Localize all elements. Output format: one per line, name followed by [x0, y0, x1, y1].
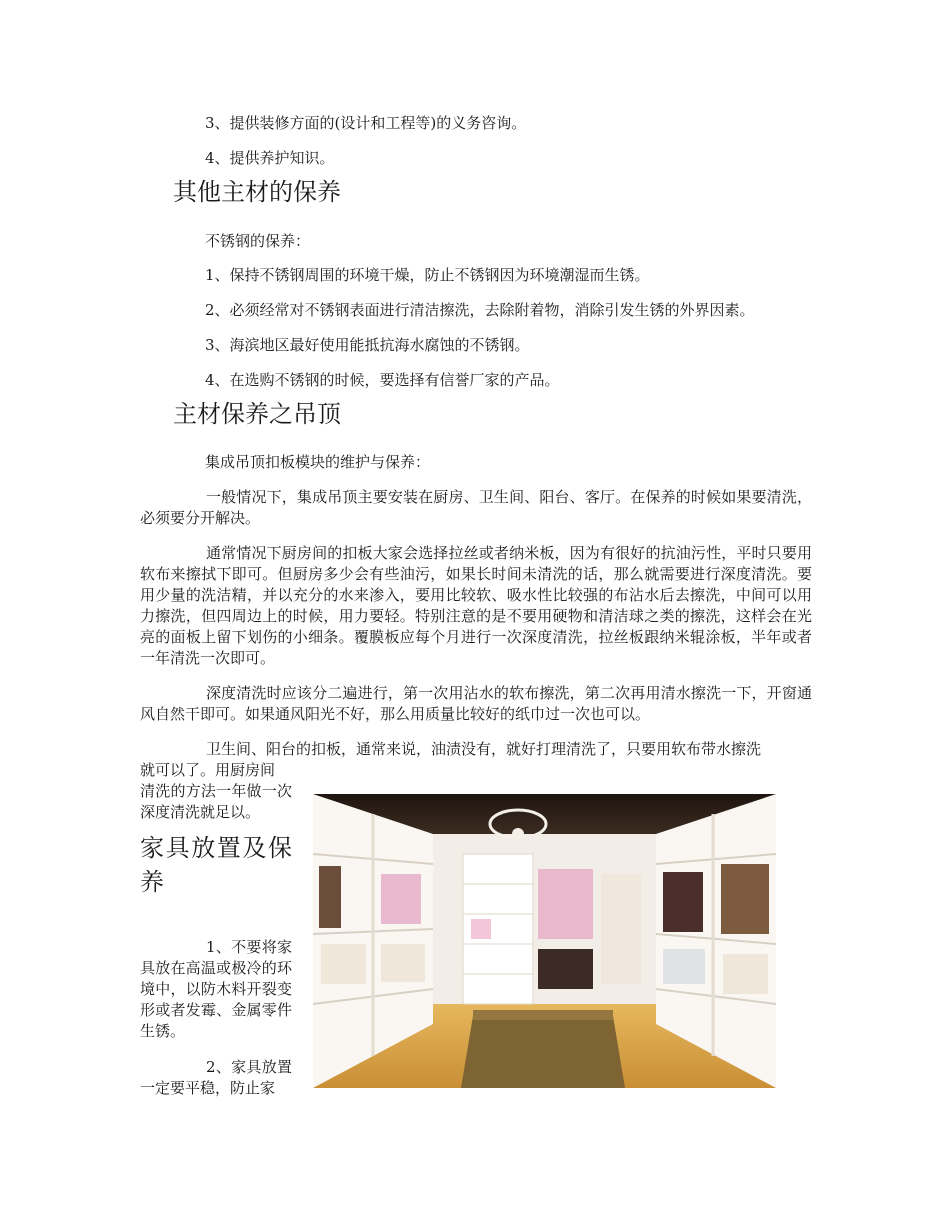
service-item-4: 4、提供养护知识。 — [205, 149, 335, 167]
section-heading-furniture: 家具放置及保养 — [140, 834, 292, 896]
ceiling-intro: 集成吊顶扣板模块的维护与保养： — [205, 453, 431, 471]
service-item-3: 3、提供装修方面的(设计和工程等)的义务咨询。 — [205, 114, 527, 132]
ceiling-paragraph-4: 卫生间、阳台的扣板，通常来说，油渍没有，就好打理清洗了，只要用软布带水擦洗 — [206, 740, 762, 758]
ceiling-paragraph-1: 一般情况下，集成吊顶主要安装在厨房、卫生间、阳台、客厅。在保养的时候如果要清洗，必须要分开解决。 — [140, 488, 812, 527]
stainless-item-1: 1、保持不锈钢周围的环境干燥，防止不锈钢因为环境潮湿而生锈。 — [205, 266, 650, 284]
furniture-item-2: 2、家具放置一定要平稳，防止家 — [140, 1058, 292, 1097]
section-heading-other-materials: 其他主材的保养 — [173, 178, 341, 206]
stainless-item-4: 4、在选购不锈钢的时候，要选择有信誉厂家的产品。 — [205, 371, 560, 389]
ceiling-paragraph-2: 通常情况下厨房间的扣板大家会选择拉丝或者纳米板，因为有很好的抗油污性，平时只要用软布来擦拭下即可。但厨房多少会有些油污，如果长时间未清洗的话，那么就需要进行深度清洗。要用少量的洗洁精，并以充分的水来渗入，要用比较软、吸水性比较强的布沾水后去擦洗，中间可以用力擦洗，但四周边上的时候，用力要轻。特别注意的是不要用硬物和清洁球之类的擦洗，这样会在光亮的面板上留下划伤的小细条。覆膜板应每个月进行一次深度清洗，拉丝板跟纳米辊涂板，半年或者一年清洗一次即可。 — [140, 544, 812, 667]
ceiling-paragraph-4-rest: 清洗的方法一年做一次深度清洗就足以。 — [140, 782, 292, 821]
stainless-item-3: 3、海滨地区最好使用能抵抗海水腐蚀的不锈钢。 — [205, 336, 530, 354]
furniture-item-1: 1、不要将家具放在高温或极冷的环境中，以防木料开裂变形或者发霉、金属零件生锈。 — [140, 938, 292, 1040]
ceiling-paragraph-3: 深度清洗时应该分二遍进行，第一次用沾水的软布擦洗，第二次再用清水擦洗一下，开窗通风自然干即可。如果通风阳光不好，那么用质量比较好的纸巾过一次也可以。 — [140, 684, 812, 723]
walk-in-closet-photo — [313, 794, 776, 1088]
stainless-item-2: 2、必须经常对不锈钢表面进行清洁擦洗，去除附着物，消除引发生锈的外界因素。 — [205, 301, 755, 319]
section-heading-ceiling: 主材保养之吊顶 — [173, 400, 341, 428]
ceiling-paragraph-4-wrap: 就可以了。用厨房间 — [140, 761, 276, 779]
stainless-intro: 不锈钢的保养： — [205, 232, 311, 250]
